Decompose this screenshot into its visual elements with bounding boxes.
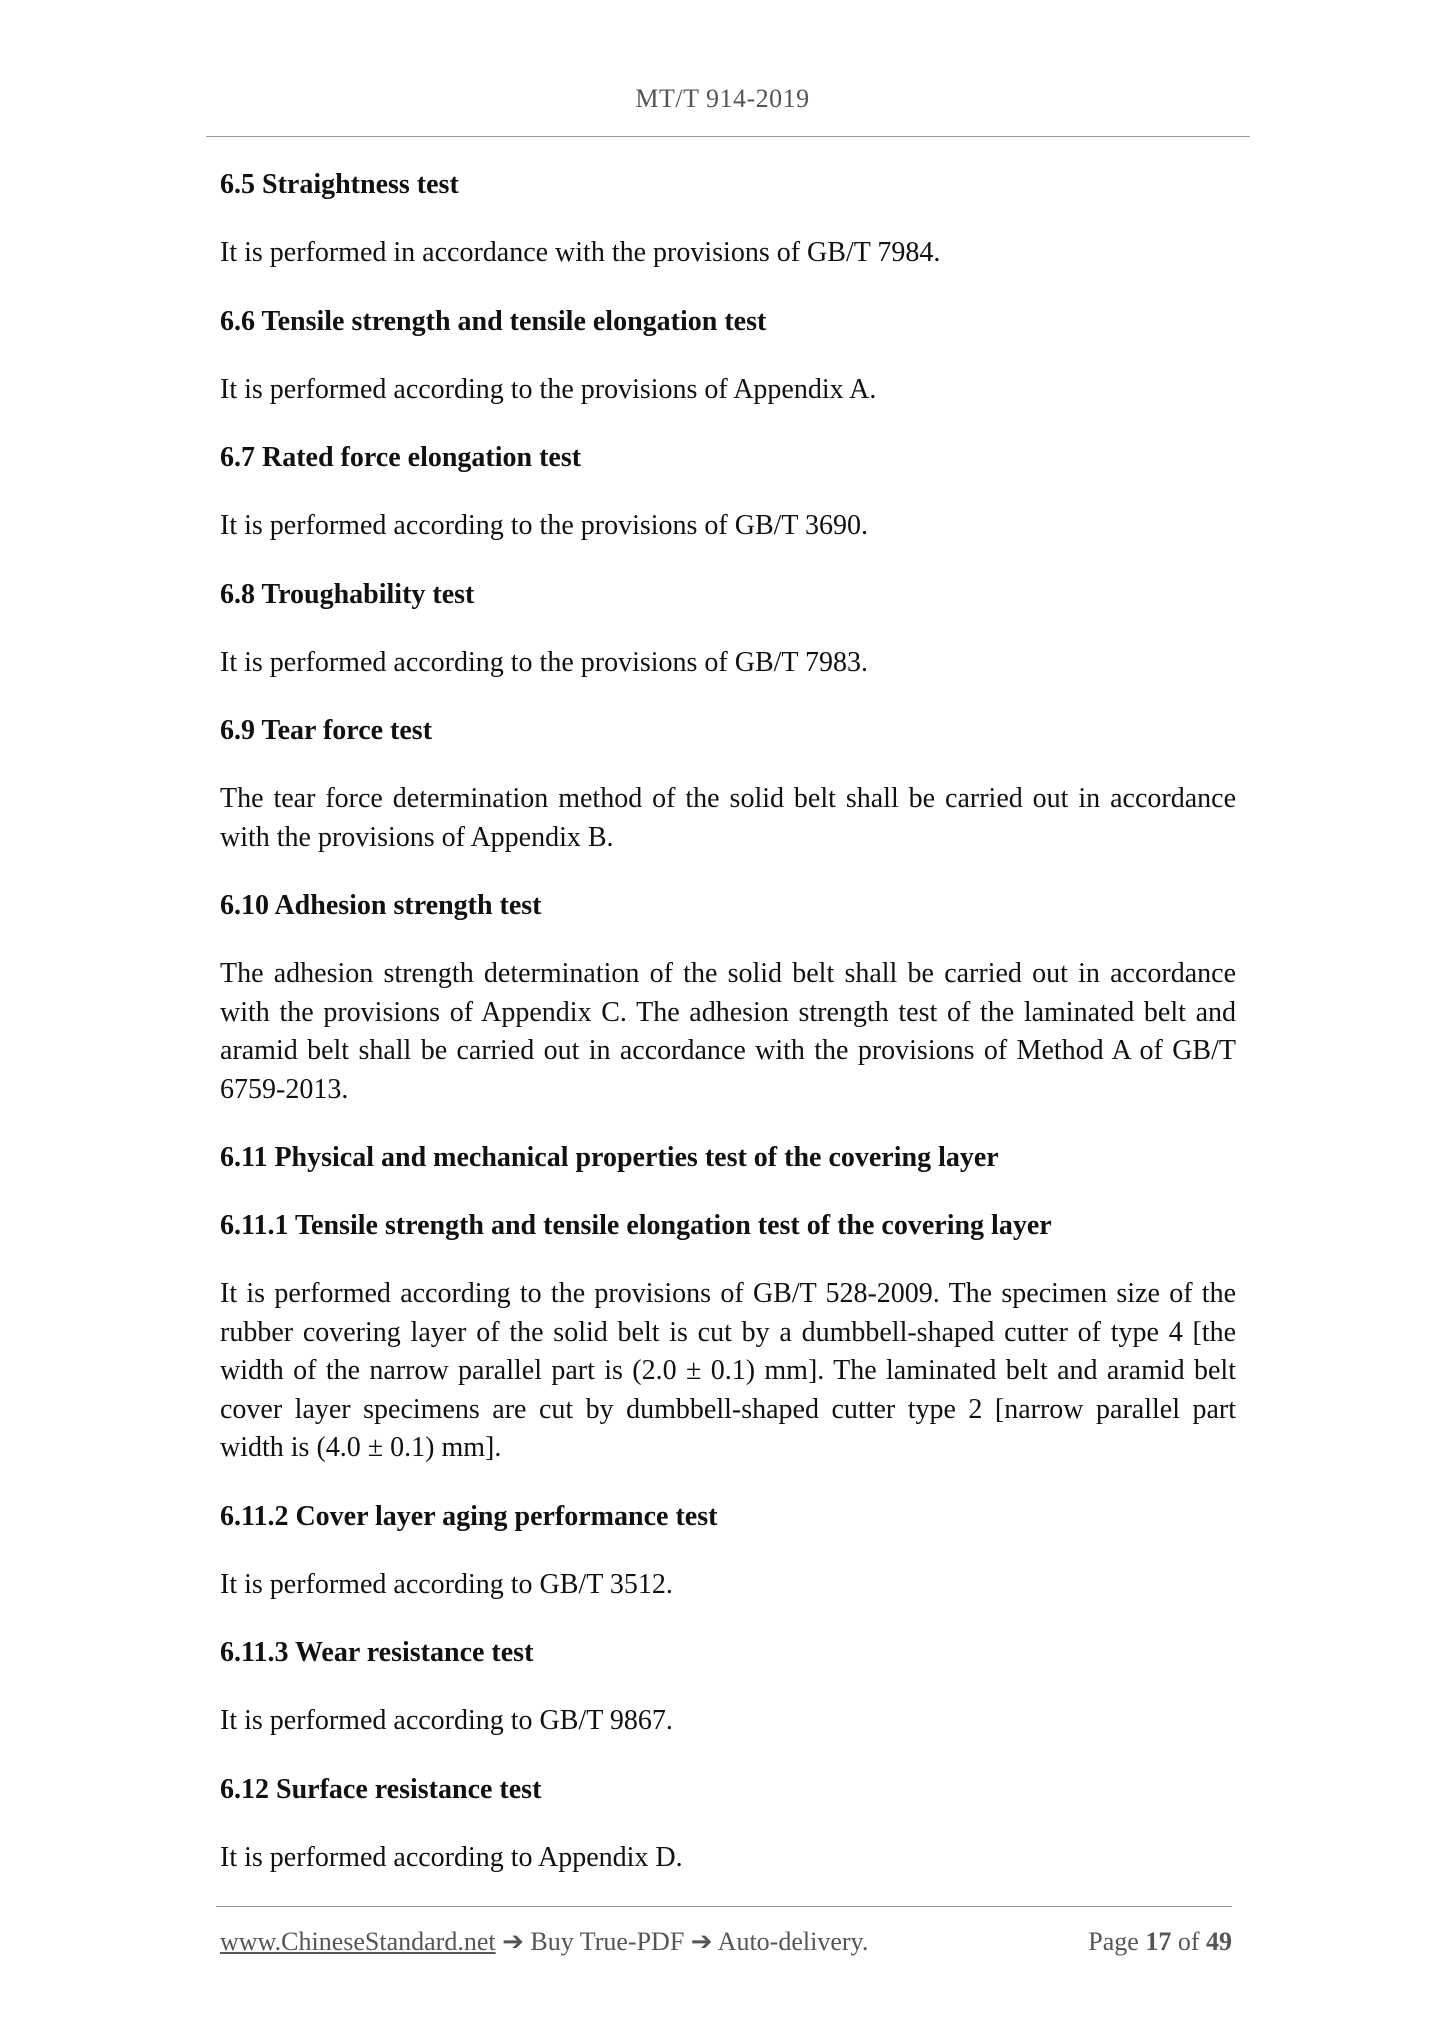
footer-promo <box>220 1924 868 1960</box>
section-heading-6-7: 6.7 Rated force elongation test <box>220 442 582 473</box>
website-link[interactable]: www.ChineseStandard.net <box>220 1927 496 1956</box>
section-heading-6-12: 6.12 Surface resistance test <box>220 1773 542 1805</box>
section-text-6-11-2: It is performed according to GB/T 3512. <box>220 1568 673 1600</box>
section-heading-6-11-1: 6.11.1 Tensile strength and tensile elongation test of the covering layer <box>220 1210 1052 1241</box>
section-text-6-11-3: It is performed according to GB/T 9867. <box>220 1705 673 1736</box>
page-counter <box>1088 1924 1232 1960</box>
section-heading-6-5: 6.5 Straightness test <box>220 169 459 200</box>
section-heading-6-11-3: 6.11.3 Wear resistance test <box>220 1637 534 1668</box>
section-text-6-9: The tear force determination method of the solid belt shall be carried out in accordance with the provisions of Appendix B. <box>220 783 1236 853</box>
section-heading-6-6: 6.6 Tensile strength and tensile elongation test <box>220 305 767 337</box>
header-divider <box>206 136 1250 137</box>
section-text-6-12: It is performed according to Appendix D. <box>220 1841 683 1873</box>
section-text-6-7: It is performed according to the provisions of GB/T 3690. <box>220 510 869 541</box>
section-text-6-6: It is performed according to the provisions of Appendix A. <box>220 373 877 405</box>
page-total: 49 <box>1206 1927 1232 1956</box>
section-heading-6-9: 6.9 Tear force test <box>220 715 433 746</box>
section-heading-6-10: 6.10 Adhesion strength test <box>220 890 542 921</box>
section-text-6-5: It is performed in accordance with the provisions of GB/T 7984. <box>220 237 941 268</box>
footer-divider <box>216 1906 1232 1907</box>
document-header-title: MT/T 914-2019 <box>635 84 810 113</box>
of-label: of <box>1177 1927 1200 1956</box>
buy-true-pdf-text: Buy True-PDF <box>530 1927 685 1956</box>
document-body <box>220 166 1236 1907</box>
section-heading-6-11-2: 6.11.2 Cover layer aging performance test <box>220 1500 718 1532</box>
auto-delivery-text: Auto-delivery. <box>717 1927 869 1956</box>
page-label: Page <box>1088 1927 1139 1956</box>
section-text-6-8: It is performed according to the provisions of GB/T 7983. <box>220 646 869 678</box>
arrow-right-icon: ➔ <box>502 1927 524 1956</box>
section-heading-6-11: 6.11 Physical and mechanical properties test of the covering layer <box>220 1142 999 1173</box>
section-text-6-10: The adhesion strength determination of the solid belt shall be carried out in accordance with the provisions of Appendix C. The adhesion strength test of the laminated belt and aramid belt shall be carried out in accordance with the provisions of Method A of GB/T 6759-2013. <box>220 958 1236 1105</box>
arrow-right-icon: ➔ <box>690 1927 713 1956</box>
section-text-6-11-1: It is performed according to the provisions of GB/T 528-2009. The specimen size of the rubber covering layer of the solid belt is cut by a dumbbell-shaped cutter of type 4 [the width of the narrow parallel part is (2.0 ± 0.1) mm]. The laminated belt and aramid belt cover layer specimens are cut by dumbbell-shaped cutter type 2 [narrow parallel part width is (4.0 ± 0.1) mm]. <box>220 1278 1236 1463</box>
page-number: 17 <box>1145 1927 1172 1956</box>
section-heading-6-8: 6.8 Troughability test <box>220 578 475 610</box>
